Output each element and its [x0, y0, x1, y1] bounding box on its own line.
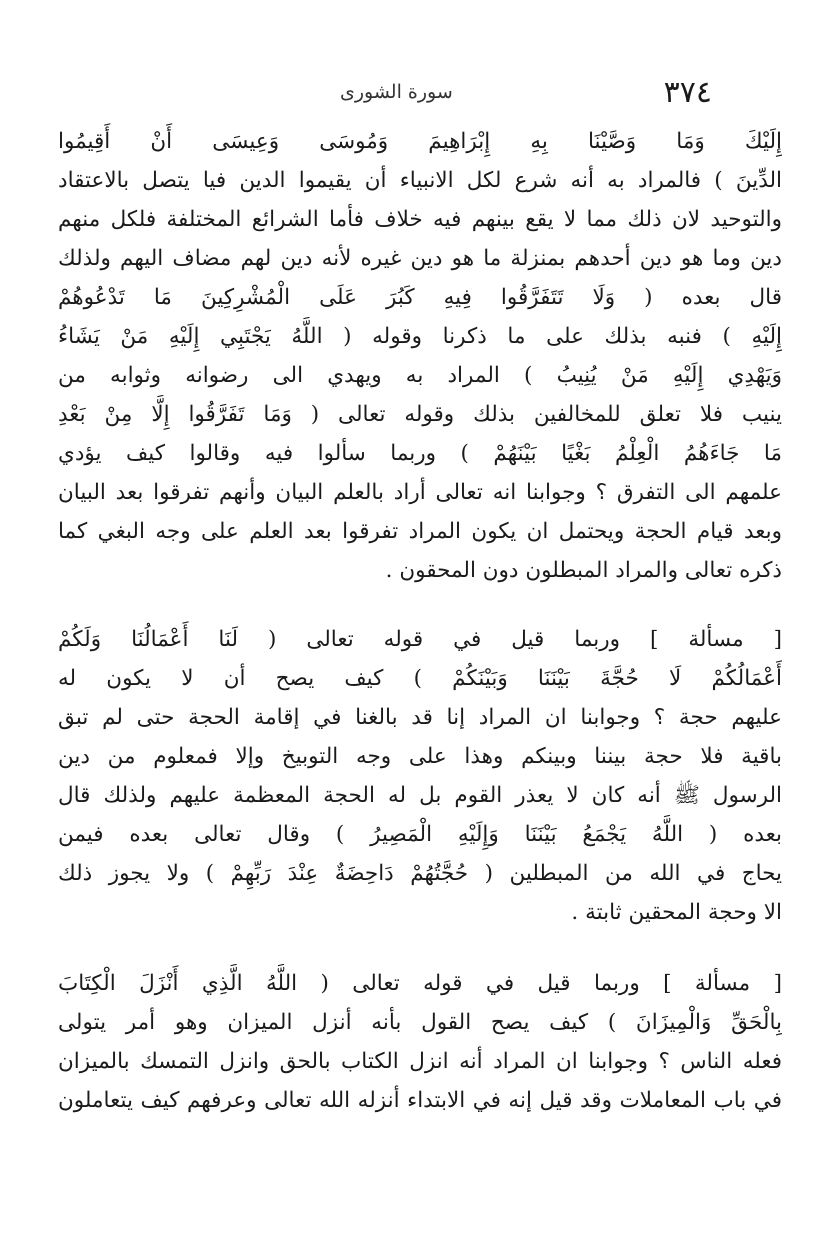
text-line: والتوحيد لان ذلك مما لا يقع بينهم فيه خلاف فأما الشرائع المختلفة فلكل منهم	[58, 207, 782, 232]
text-line: في باب المعاملات وقد قيل إنه في الابتداء أنزله الله تعالى وعرفهم كيف يتعاملون	[58, 1088, 782, 1113]
text-line: وَيَهْدِي إِلَيْهِ مَنْ يُنِيبُ ) المراد به ويهدي الى رضوانه وثوابه من	[58, 363, 782, 388]
text-line: ذكره تعالى والمراد المبطلون دون المحقون .	[385, 558, 782, 583]
paragraph	[58, 620, 782, 932]
page-number: ٣٧٤	[663, 74, 712, 110]
text-line: [ مسألة ] وربما قيل في قوله تعالى ( اللَّهُ الَّذِي أَنْزَلَ الْكِتَابَ	[58, 971, 782, 996]
text-line: بعده ( اللَّهُ يَجْمَعُ بَيْنَنَا وَإِلَيْهِ الْمَصِيرُ ) وقال تعالى بعده فيمن	[58, 822, 782, 847]
paragraph	[58, 122, 782, 590]
text-line: باقية فلا حجة بيننا وبينكم وهذا على وجه التوبيخ وإلا فمعلوم من دين	[58, 744, 782, 769]
text-line: دين وما هو دين أحدهم بمنزلة ما هو دين غيره لأنه دين لهم مضاف اليهم ولذلك	[58, 246, 782, 271]
page-body	[58, 122, 782, 1120]
text-line: علمهم الى التفرق ؟ وجوابنا انه تعالى أراد بالعلم البيان وأنهم تفرقوا بعد البيان	[58, 480, 782, 505]
text-line: بِالْحَقِّ وَالْمِيزَانَ ) كيف يصح القول بأنه أنزل الميزان وهو أمر يتولى	[58, 1010, 782, 1035]
text-line: الا وحجة المحقين ثابتة .	[571, 900, 782, 925]
page-header	[60, 72, 712, 112]
paragraph	[58, 964, 782, 1120]
text-line: ينيب فلا تعلق للمخالفين بذلك وقوله تعالى ( وَمَا تَفَرَّقُوا إِلَّا مِنْ بَعْدِ	[58, 402, 782, 427]
text-line: وبعد قيام الحجة ويحتمل ان يكون المراد تفرقوا بعد العلم على وجه البغي كما	[58, 519, 782, 544]
text-line: [ مسألة ] وربما قيل في قوله تعالى ( لَنَا أَعْمَالُنَا وَلَكُمْ	[58, 627, 782, 652]
surah-title: سورة الشورى	[340, 81, 453, 103]
text-line: أَعْمَالُكُمْ لَا حُجَّةَ بَيْنَنَا وَبَيْنَكُمْ ) كيف يصح أن لا يكون له	[58, 666, 782, 691]
text-line: إِلَيْكَ وَمَا وَصَّيْنَا بِهِ إِبْرَاهِيمَ وَمُوسَى وَعِيسَى أَنْ أَقِيمُوا	[58, 129, 782, 154]
text-line: فعله الناس ؟ وجوابنا ان المراد أنه انزل الكتاب بالحق وانزل التمسك بالميزان	[58, 1049, 782, 1074]
text-line: الدِّينَ ) فالمراد به أنه شرع لكل الانبياء أن يقيموا الدين فيا يتصل بالاعتقاد	[58, 168, 782, 193]
text-line: عليهم حجة ؟ وجوابنا ان المراد إنا قد بالغنا في إقامة الحجة حتى لم تبق	[58, 705, 782, 730]
text-line: الرسول ﷺ أنه كان لا يعذر القوم بل له الحجة المعظمة عليهم ولذلك قال	[58, 783, 782, 808]
text-line: قال بعده ( وَلَا تَتَفَرَّقُوا فِيهِ كَبُرَ عَلَى الْمُشْرِكِينَ مَا تَدْعُوهُمْ	[58, 285, 782, 310]
text-line: مَا جَاءَهُمُ الْعِلْمُ بَغْيًا بَيْنَهُمْ ) وربما سألوا فيه وقالوا كيف يؤدي	[58, 441, 782, 466]
text-line: يحاج في الله من المبطلين ( حُجَّتُهُمْ دَاحِضَةٌ عِنْدَ رَبِّهِمْ ) ولا يجوز ذلك	[58, 861, 782, 886]
text-line: إِلَيْهِ ) فنبه بذلك على ما ذكرنا وقوله ( اللَّهُ يَجْتَبِي إِلَيْهِ مَنْ يَشَاءُ	[58, 324, 782, 349]
